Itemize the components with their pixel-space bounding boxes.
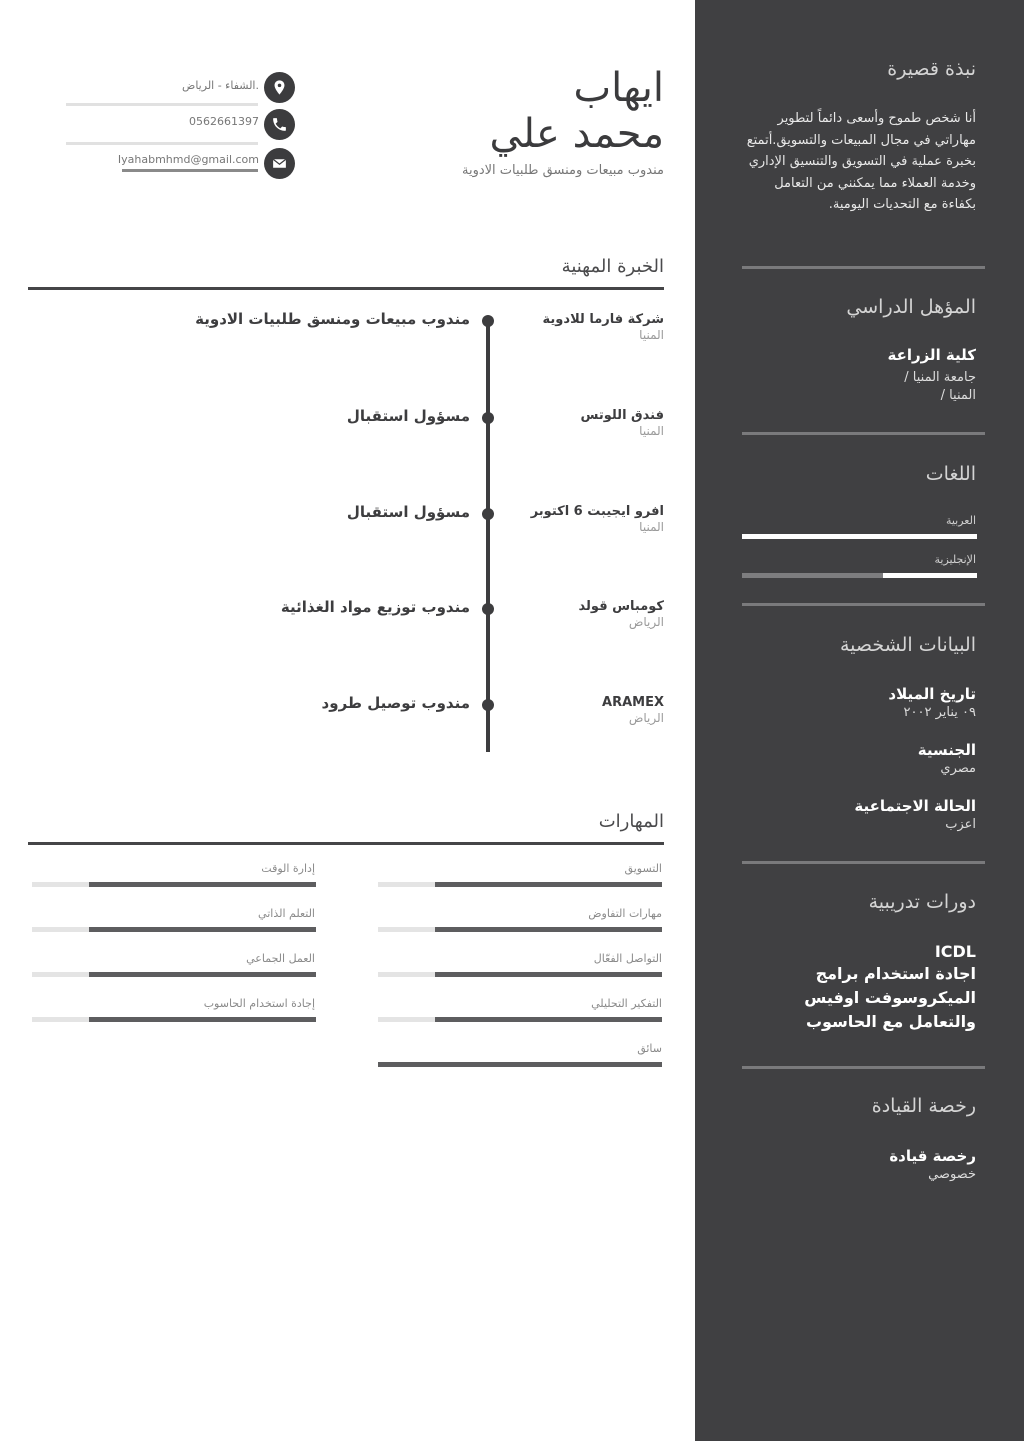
- skill-label: العمل الجماعي: [246, 952, 315, 965]
- skill-bar-fill: [89, 972, 316, 977]
- skill-bar: [378, 927, 662, 932]
- personal-value: ٠٩ يناير ٢٠٠٢: [903, 705, 976, 720]
- timeline-dot: [482, 315, 494, 327]
- about-title: نبذة قصيرة: [887, 58, 976, 80]
- job-title: مندوب مبيعات ومنسق طلبيات الادوية: [461, 163, 664, 178]
- experience-title: الخبرة المهنية: [561, 256, 664, 277]
- section-divider: [742, 432, 985, 435]
- job-city: الرياض: [628, 615, 664, 629]
- language-label: العربية: [945, 514, 976, 527]
- job-city: المنيا: [639, 424, 664, 438]
- contact-address: الشفاء - الرياض.: [182, 79, 259, 92]
- language-bar-fill: [742, 534, 977, 539]
- job-company: كومباس قولد: [578, 599, 664, 614]
- education-university: جامعة المنيا /: [904, 370, 976, 385]
- section-divider: [742, 1066, 985, 1069]
- skill-bar-fill: [435, 1017, 662, 1022]
- skill-bar-fill: [435, 972, 662, 977]
- job-role: مسؤول استقبال: [346, 407, 470, 425]
- skill-bar: [32, 882, 316, 887]
- skill-bar-fill: [435, 927, 662, 932]
- job-company: ARAMEX: [602, 695, 664, 710]
- name-first: ايهاب: [573, 65, 664, 111]
- license-label: رخصة قيادة: [889, 1147, 976, 1165]
- language-bar: [742, 573, 977, 578]
- course-name: ICDL: [934, 942, 976, 961]
- section-divider: [742, 861, 985, 864]
- timeline-line: [486, 318, 490, 752]
- about-text: أنا شخص طموح وأسعى دائماً لتطوير مهاراتي في مجال المبيعات والتسويق.أتمتع بخبرة عملية في التسويق والتنسيق الإداري وخدمة العملاء مما يمكنني من التعامل بكفاءة مع التحديات اليومية.: [746, 111, 976, 212]
- course-line: والتعامل مع الحاسوب: [805, 1012, 976, 1031]
- personal-value: اعزب: [945, 817, 976, 832]
- sidebar: [695, 0, 1024, 1441]
- name-last: محمد علي: [489, 111, 664, 157]
- job-role: مندوب توصيل طرود: [321, 694, 470, 712]
- skills-title: المهارات: [598, 811, 664, 832]
- timeline-dot: [482, 699, 494, 711]
- skill-label: التعلم الذاتي: [258, 907, 315, 920]
- languages-title: اللغات: [925, 463, 976, 485]
- personal-label: الحالة الاجتماعية: [854, 797, 976, 815]
- skill-label: التفكير التحليلي: [591, 997, 662, 1010]
- courses-title: دورات تدريبية: [868, 891, 976, 913]
- skill-label: إدارة الوقت: [261, 862, 315, 875]
- timeline-dot: [482, 603, 494, 615]
- skill-bar-fill: [89, 882, 316, 887]
- contact-divider: [66, 103, 258, 106]
- skill-bar-fill: [89, 1017, 316, 1022]
- timeline-dot: [482, 508, 494, 520]
- section-divider: [742, 266, 985, 269]
- job-city: المنيا: [639, 328, 664, 342]
- skill-label: سائق: [637, 1042, 662, 1055]
- job-city: الرياض: [628, 711, 664, 725]
- skill-label: إجادة استخدام الحاسوب: [203, 997, 315, 1010]
- phone-icon: [264, 109, 295, 140]
- language-bar: [742, 534, 977, 539]
- job-role: مسؤول استقبال: [346, 503, 470, 521]
- contact-phone: 0562661397: [189, 115, 259, 128]
- job-role: مندوب مبيعات ومنسق طلبيات الادوية: [195, 310, 470, 328]
- skill-label: التواصل الفعّال: [593, 952, 662, 965]
- license-type: خصوصي: [928, 1167, 976, 1182]
- skill-bar-fill: [435, 882, 662, 887]
- contact-email[interactable]: Iyahabmhmd@gmail.com: [117, 153, 259, 166]
- email-underline: [122, 169, 258, 172]
- job-company: شركة فارما للادوية: [542, 312, 664, 327]
- location-pin-icon: [264, 72, 295, 103]
- education-title: المؤهل الدراسي: [846, 296, 976, 318]
- skill-bar-fill: [89, 927, 316, 932]
- skill-bar: [378, 882, 662, 887]
- education-degree: كلية الزراعة: [887, 346, 976, 364]
- personal-value: مصري: [940, 761, 976, 776]
- skill-bar-fill: [378, 1062, 662, 1067]
- section-divider: [742, 603, 985, 606]
- language-label: الإنجليزية: [934, 553, 976, 566]
- personal-title: البيانات الشخصية: [839, 634, 976, 656]
- skill-bar: [378, 1062, 662, 1067]
- job-city: المنيا: [639, 520, 664, 534]
- skill-bar: [378, 1017, 662, 1022]
- personal-label: تاريخ الميلاد: [888, 685, 976, 703]
- experience-rule: [28, 287, 664, 290]
- timeline-dot: [482, 412, 494, 424]
- job-company: فندق اللوتس: [580, 408, 664, 423]
- language-bar-fill: [883, 573, 977, 578]
- license-title: رخصة القيادة: [871, 1095, 976, 1117]
- contact-divider: [66, 142, 258, 145]
- mail-icon: [264, 148, 295, 179]
- education-city: المنيا /: [940, 388, 976, 403]
- skill-bar: [32, 1017, 316, 1022]
- skill-label: التسويق: [624, 862, 662, 875]
- skill-bar: [378, 972, 662, 977]
- personal-label: الجنسية: [917, 741, 976, 759]
- course-line: اجادة استخدام برامج: [815, 964, 976, 983]
- job-company: افرو ايجيبت 6 اكتوبر: [530, 504, 664, 519]
- skills-rule: [28, 842, 664, 845]
- job-role: مندوب توزيع مواد الغذائية: [280, 598, 470, 616]
- course-line: الميكروسوفت اوفيس: [804, 988, 976, 1007]
- skill-bar: [32, 927, 316, 932]
- skill-bar: [32, 972, 316, 977]
- skill-label: مهارات التفاوض: [588, 907, 662, 920]
